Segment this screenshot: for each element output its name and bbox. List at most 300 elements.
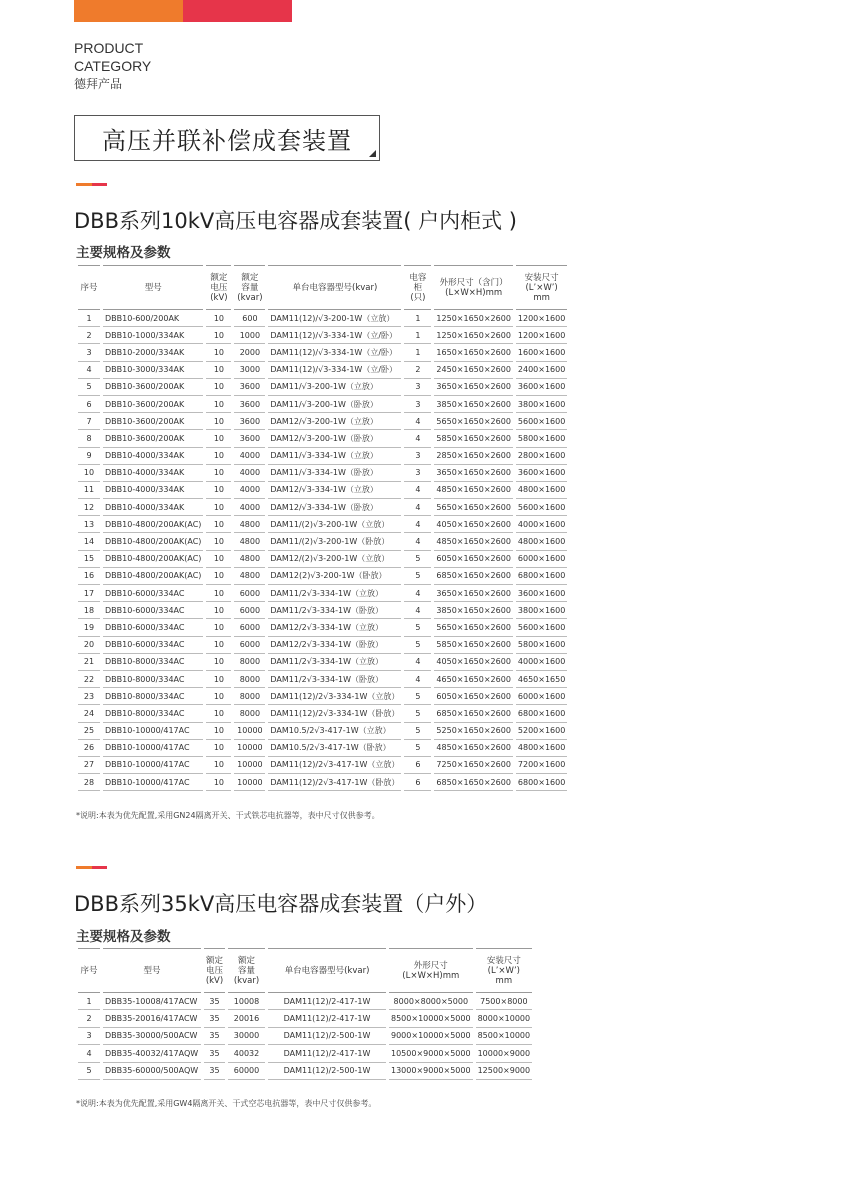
- table-cell: 4800: [234, 568, 265, 585]
- table-cell: 2800×1600: [516, 448, 567, 465]
- table-cell: 5: [404, 551, 431, 568]
- section2-note: *说明:本表为优先配置,采用GW4隔离开关、干式空芯电抗器等，表中尺寸仅供参考。: [76, 1099, 377, 1108]
- table-cell: 3: [404, 465, 431, 482]
- table-row: [78, 774, 567, 791]
- spec-table-35kv: [75, 948, 535, 1080]
- table-cell: 6: [404, 774, 431, 791]
- table-cell: 3: [404, 379, 431, 396]
- table-cell: 8000×8000×5000: [389, 993, 473, 1010]
- table-row: [78, 568, 567, 585]
- table-cell: 4: [78, 362, 100, 379]
- table-cell: 10008: [228, 993, 265, 1010]
- section1-title: DBB系列10kV高压电容器成套装置( 户内柜式 ): [74, 209, 517, 233]
- table-cell: 10: [206, 671, 231, 688]
- table-row: [78, 619, 567, 636]
- table-cell: 3: [404, 448, 431, 465]
- table-cell: 5: [78, 1063, 100, 1080]
- table-cell: 10: [206, 740, 231, 757]
- table-cell: 4: [404, 430, 431, 447]
- table-cell: 10500×9000×5000: [389, 1045, 473, 1062]
- table-cell: 10: [206, 327, 231, 344]
- table-cell: DBB35-20016/417ACW: [103, 1010, 201, 1027]
- table-cell: 3: [404, 396, 431, 413]
- table-cell: DAM11(12)/√3-200-1W（立放）: [268, 310, 401, 327]
- table-row: [78, 344, 567, 361]
- table-row: [78, 757, 567, 774]
- table-cell: DBB10-6000/334AC: [103, 585, 203, 602]
- column-header: 型号: [103, 948, 201, 993]
- table-row: [78, 705, 567, 722]
- table-cell: 10: [206, 396, 231, 413]
- table-cell: 40032: [228, 1045, 265, 1062]
- table-cell: 2: [404, 362, 431, 379]
- table-cell: 1: [404, 344, 431, 361]
- table-cell: 600: [234, 310, 265, 327]
- table-cell: 5: [404, 688, 431, 705]
- table-row: [78, 1028, 532, 1045]
- table-cell: 10: [206, 310, 231, 327]
- table-row: [78, 327, 567, 344]
- table-cell: 4: [78, 1045, 100, 1062]
- table-cell: 5650×1650×2600: [434, 619, 512, 636]
- table-cell: 8500×10000: [476, 1028, 533, 1045]
- category-en: CATEGORY: [74, 58, 152, 74]
- table-cell: 3650×1650×2600: [434, 379, 512, 396]
- table-cell: DBB10-10000/417AC: [103, 740, 203, 757]
- table-cell: DAM11/2√3-334-1W（立放）: [268, 654, 401, 671]
- table-cell: DBB10-8000/334AC: [103, 688, 203, 705]
- table-cell: 5: [404, 705, 431, 722]
- table-cell: 5: [78, 379, 100, 396]
- table-cell: 10: [78, 465, 100, 482]
- table-cell: 35: [204, 1010, 225, 1027]
- table-cell: 10: [206, 654, 231, 671]
- table-cell: 1: [78, 310, 100, 327]
- table-row: [78, 654, 567, 671]
- table-cell: 2000: [234, 344, 265, 361]
- table-cell: 24: [78, 705, 100, 722]
- table-cell: DBB10-3600/200AK: [103, 396, 203, 413]
- table-cell: 5200×1600: [516, 723, 567, 740]
- table-cell: 4850×1650×2600: [434, 482, 512, 499]
- table-cell: DBB10-10000/417AC: [103, 774, 203, 791]
- table-cell: 4: [404, 585, 431, 602]
- table-cell: 3600×1600: [516, 465, 567, 482]
- table-cell: 12500×9000: [476, 1063, 533, 1080]
- table-cell: DBB10-3600/200AK: [103, 379, 203, 396]
- table-cell: 1: [78, 993, 100, 1010]
- table-cell: 5600×1600: [516, 499, 567, 516]
- table-cell: 1200×1600: [516, 327, 567, 344]
- table-cell: DAM11/√3-334-1W（卧放）: [268, 465, 401, 482]
- table-row: [78, 533, 567, 550]
- section1-accent-bar: [76, 183, 107, 186]
- table-cell: 5: [404, 637, 431, 654]
- table-cell: 35: [204, 1028, 225, 1045]
- table-row: [78, 516, 567, 533]
- table-cell: 3600: [234, 379, 265, 396]
- table-cell: 6050×1650×2600: [434, 551, 512, 568]
- table-cell: 4800×1600: [516, 482, 567, 499]
- table-cell: 4000: [234, 448, 265, 465]
- table-row: [78, 740, 567, 757]
- table-cell: 3600: [234, 413, 265, 430]
- table-cell: 6850×1650×2600: [434, 568, 512, 585]
- table-row: [78, 499, 567, 516]
- column-header: 单台电容器型号(kvar): [268, 265, 401, 310]
- table-cell: DBB35-10008/417ACW: [103, 993, 201, 1010]
- column-header: 单台电容器型号(kvar): [268, 948, 386, 993]
- table-cell: 1200×1600: [516, 310, 567, 327]
- table-cell: 3000: [234, 362, 265, 379]
- column-header: 外形尺寸 (L×W×H)mm: [389, 948, 473, 993]
- table-cell: 6000: [234, 637, 265, 654]
- table-cell: 10000: [234, 723, 265, 740]
- table-cell: DAM12/√3-334-1W（卧放）: [268, 499, 401, 516]
- table-cell: 7: [78, 413, 100, 430]
- table-cell: 2450×1650×2600: [434, 362, 512, 379]
- table-cell: DAM12/2√3-334-1W（卧放）: [268, 637, 401, 654]
- table-row: [78, 993, 532, 1010]
- table-cell: 6: [404, 757, 431, 774]
- table-cell: 7200×1600: [516, 757, 567, 774]
- table-cell: 6850×1650×2600: [434, 774, 512, 791]
- table-cell: DAM11(12)/2-500-1W: [268, 1063, 386, 1080]
- table-cell: DAM11(12)/2√3-334-1W（立放）: [268, 688, 401, 705]
- table-cell: 10: [206, 362, 231, 379]
- table-row: [78, 1010, 532, 1027]
- table-cell: 19: [78, 619, 100, 636]
- column-header: 额定 容量 (kvar): [228, 948, 265, 993]
- table-row: [78, 430, 567, 447]
- table-cell: 10: [206, 723, 231, 740]
- table-cell: 6050×1650×2600: [434, 688, 512, 705]
- table-cell: 15: [78, 551, 100, 568]
- table-cell: DBB10-4000/334AK: [103, 499, 203, 516]
- table-cell: DAM12(2)√3-200-1W（卧放）: [268, 568, 401, 585]
- table-cell: DBB10-600/200AK: [103, 310, 203, 327]
- table-cell: DBB10-3000/334AK: [103, 362, 203, 379]
- table-cell: 3850×1650×2600: [434, 602, 512, 619]
- table-cell: 4800: [234, 551, 265, 568]
- table-cell: DBB10-4800/200AK(AC): [103, 533, 203, 550]
- table-cell: 10: [206, 482, 231, 499]
- table-cell: 5800×1600: [516, 637, 567, 654]
- table-cell: 6000: [234, 602, 265, 619]
- table-cell: 8000×10000: [476, 1010, 533, 1027]
- table-cell: DAM12/2√3-334-1W（立放）: [268, 619, 401, 636]
- table-cell: DBB10-4800/200AK(AC): [103, 568, 203, 585]
- table-cell: 35: [204, 1063, 225, 1080]
- column-header: 额定 电压 (kV): [206, 265, 231, 310]
- table-cell: DBB10-6000/334AC: [103, 602, 203, 619]
- table-cell: DAM11(12)/2-417-1W: [268, 1010, 386, 1027]
- table-cell: 3600: [234, 396, 265, 413]
- table-cell: 4: [404, 413, 431, 430]
- spec-table-10kv: [75, 265, 570, 791]
- table-row: [78, 413, 567, 430]
- table-cell: 5850×1650×2600: [434, 430, 512, 447]
- section1-subtitle: 主要规格及参数: [76, 245, 171, 261]
- table-cell: 10: [206, 688, 231, 705]
- table-cell: 10: [206, 465, 231, 482]
- section2-title: DBB系列35kV高压电容器成套装置（户外）: [74, 892, 488, 916]
- table-cell: DBB10-6000/334AC: [103, 619, 203, 636]
- corner-triangle-icon: [369, 150, 376, 157]
- table-cell: 35: [204, 1045, 225, 1062]
- table-cell: 6800×1600: [516, 774, 567, 791]
- table-cell: 4000×1600: [516, 516, 567, 533]
- table-cell: DAM11(12)/2-500-1W: [268, 1028, 386, 1045]
- table-cell: 8000: [234, 688, 265, 705]
- table-row: [78, 688, 567, 705]
- table-header-row: [78, 265, 567, 310]
- table-cell: 3800×1600: [516, 602, 567, 619]
- table-header-row: [78, 948, 532, 993]
- table-cell: DBB10-8000/334AC: [103, 705, 203, 722]
- table-cell: DBB10-4000/334AK: [103, 482, 203, 499]
- table-cell: 10: [206, 619, 231, 636]
- table-cell: DAM12/√3-334-1W（立放）: [268, 482, 401, 499]
- table-cell: 10: [206, 705, 231, 722]
- column-header: 额定 电压 (kV): [204, 948, 225, 993]
- table-cell: 3650×1650×2600: [434, 585, 512, 602]
- table-cell: 4000: [234, 499, 265, 516]
- table-cell: 1650×1650×2600: [434, 344, 512, 361]
- table-cell: DBB10-6000/334AC: [103, 637, 203, 654]
- table-cell: DAM11/√3-334-1W（立放）: [268, 448, 401, 465]
- table-row: [78, 362, 567, 379]
- table-cell: 1250×1650×2600: [434, 310, 512, 327]
- table-cell: 4800: [234, 533, 265, 550]
- table-cell: 26: [78, 740, 100, 757]
- table-cell: DAM11(12)/√3-334-1W（立/卧）: [268, 327, 401, 344]
- table-cell: 7250×1650×2600: [434, 757, 512, 774]
- table-cell: 1: [404, 327, 431, 344]
- table-cell: 9000×10000×5000: [389, 1028, 473, 1045]
- table-cell: 3650×1650×2600: [434, 465, 512, 482]
- product-en: PRODUCT: [74, 40, 144, 56]
- table-cell: 4850×1650×2600: [434, 740, 512, 757]
- table-cell: 8: [78, 430, 100, 447]
- product-category-label: [74, 39, 151, 93]
- table-cell: 1: [404, 310, 431, 327]
- table-cell: DAM11(12)/2√3-417-1W（卧放）: [268, 774, 401, 791]
- table-row: [78, 602, 567, 619]
- column-header: 外形尺寸（含门） (L×W×H)mm: [434, 265, 512, 310]
- table-cell: 3: [78, 1028, 100, 1045]
- table-cell: 10: [206, 379, 231, 396]
- table-cell: 5600×1600: [516, 413, 567, 430]
- table-cell: 5650×1650×2600: [434, 413, 512, 430]
- table-cell: 4: [404, 602, 431, 619]
- table-cell: 5250×1650×2600: [434, 723, 512, 740]
- table-cell: DBB10-10000/417AC: [103, 757, 203, 774]
- table-cell: 1600×1600: [516, 344, 567, 361]
- table-cell: 16: [78, 568, 100, 585]
- table-cell: 4800×1600: [516, 533, 567, 550]
- table-cell: 10000: [234, 757, 265, 774]
- table-cell: 30000: [228, 1028, 265, 1045]
- table-row: [78, 448, 567, 465]
- table-cell: DAM10.5/2√3-417-1W（卧放）: [268, 740, 401, 757]
- table-cell: 6800×1600: [516, 705, 567, 722]
- table-row: [78, 1063, 532, 1080]
- table-cell: 2850×1650×2600: [434, 448, 512, 465]
- table-cell: 4: [404, 516, 431, 533]
- table-cell: 5: [404, 568, 431, 585]
- column-header: 型号: [103, 265, 203, 310]
- table-cell: DAM11/(2)√3-200-1W（立放）: [268, 516, 401, 533]
- table-cell: 8000: [234, 705, 265, 722]
- column-header: 序号: [78, 948, 100, 993]
- table-cell: 3850×1650×2600: [434, 396, 512, 413]
- table-row: [78, 637, 567, 654]
- table-row: [78, 396, 567, 413]
- table-cell: 4: [404, 654, 431, 671]
- table-row: [78, 379, 567, 396]
- section1-note: *说明:本表为优先配置,采用GN24隔离开关、干式铁芯电抗器等，表中尺寸仅供参考。: [76, 811, 380, 820]
- table-cell: 8000: [234, 654, 265, 671]
- table-cell: 4000: [234, 482, 265, 499]
- table-cell: 9: [78, 448, 100, 465]
- table-cell: 4: [404, 533, 431, 550]
- table-cell: 4: [404, 671, 431, 688]
- top-bar-red: [183, 0, 292, 22]
- table-cell: 5800×1600: [516, 430, 567, 447]
- table-cell: 6800×1600: [516, 568, 567, 585]
- table-cell: DBB10-4800/200AK(AC): [103, 551, 203, 568]
- table-cell: DAM11(12)/2-417-1W: [268, 1045, 386, 1062]
- table-cell: 10: [206, 533, 231, 550]
- table-row: [78, 671, 567, 688]
- section-title: 高压并联补偿成套装置: [102, 126, 352, 155]
- table-cell: DBB35-60000/500AQW: [103, 1063, 201, 1080]
- table-cell: 10: [206, 637, 231, 654]
- table-cell: 4050×1650×2600: [434, 654, 512, 671]
- table-cell: DAM12/√3-200-1W（立放）: [268, 413, 401, 430]
- table-cell: 10: [206, 774, 231, 791]
- table-cell: 8000: [234, 671, 265, 688]
- table-cell: 28: [78, 774, 100, 791]
- table-cell: DAM11/√3-200-1W（卧放）: [268, 396, 401, 413]
- table-cell: 10: [206, 413, 231, 430]
- table-cell: DAM11(12)/√3-334-1W（立/卧）: [268, 362, 401, 379]
- table-cell: 23: [78, 688, 100, 705]
- table-cell: DBB35-30000/500ACW: [103, 1028, 201, 1045]
- table-cell: DBB10-3600/200AK: [103, 430, 203, 447]
- table-cell: 10: [206, 344, 231, 361]
- table-row: [78, 465, 567, 482]
- table-cell: 10000: [234, 740, 265, 757]
- table-cell: 5: [404, 619, 431, 636]
- table-cell: DBB35-40032/417AQW: [103, 1045, 201, 1062]
- table-cell: DBB10-4800/200AK(AC): [103, 516, 203, 533]
- table-cell: DAM11(12)/2√3-417-1W（立放）: [268, 757, 401, 774]
- table-row: [78, 723, 567, 740]
- table-row: [78, 1045, 532, 1062]
- table-cell: 3600×1600: [516, 379, 567, 396]
- table-cell: 60000: [228, 1063, 265, 1080]
- table-cell: 5: [404, 740, 431, 757]
- table-cell: DAM11(12)/2-417-1W: [268, 993, 386, 1010]
- table-cell: 11: [78, 482, 100, 499]
- top-bar-orange: [74, 0, 183, 22]
- table-cell: DAM11/√3-200-1W（立放）: [268, 379, 401, 396]
- table-cell: DAM11/2√3-334-1W（立放）: [268, 585, 401, 602]
- column-header: 安装尺寸 (L’×W’) mm: [476, 948, 533, 993]
- table-cell: DAM11/(2)√3-200-1W（卧放）: [268, 533, 401, 550]
- table-cell: 4800×1600: [516, 740, 567, 757]
- column-header: 额定 容量 (kvar): [234, 265, 265, 310]
- table-cell: 21: [78, 654, 100, 671]
- table-cell: 4: [404, 499, 431, 516]
- table-cell: DAM11/2√3-334-1W（卧放）: [268, 602, 401, 619]
- table-cell: 7500×8000: [476, 993, 533, 1010]
- table-cell: 5850×1650×2600: [434, 637, 512, 654]
- table-cell: 4850×1650×2600: [434, 533, 512, 550]
- table-cell: 25: [78, 723, 100, 740]
- table-cell: 10000×9000: [476, 1045, 533, 1062]
- table-row: [78, 310, 567, 327]
- section-title-box: [74, 115, 380, 161]
- column-header: 电容柜 (只): [404, 265, 431, 310]
- table-cell: 2400×1600: [516, 362, 567, 379]
- table-cell: 5650×1650×2600: [434, 499, 512, 516]
- table-cell: 8500×10000×5000: [389, 1010, 473, 1027]
- table-cell: 10: [206, 757, 231, 774]
- table-cell: 5600×1600: [516, 619, 567, 636]
- table-cell: 20: [78, 637, 100, 654]
- table-cell: DAM10.5/2√3-417-1W（立放）: [268, 723, 401, 740]
- table-cell: 10: [206, 516, 231, 533]
- table-cell: DAM12/√3-200-1W（卧放）: [268, 430, 401, 447]
- table-cell: DAM11(12)/√3-334-1W（立/卧）: [268, 344, 401, 361]
- table-cell: 10: [206, 585, 231, 602]
- table-cell: 2: [78, 1010, 100, 1027]
- table-cell: 3800×1600: [516, 396, 567, 413]
- table-cell: 10: [206, 568, 231, 585]
- table-cell: 4000: [234, 465, 265, 482]
- table-cell: DAM11/2√3-334-1W（卧放）: [268, 671, 401, 688]
- table-cell: 3600: [234, 430, 265, 447]
- company-cn: 德拜产品: [74, 77, 123, 91]
- table-cell: 18: [78, 602, 100, 619]
- table-cell: DBB10-1000/334AK: [103, 327, 203, 344]
- table-cell: 14: [78, 533, 100, 550]
- table-cell: 6000: [234, 619, 265, 636]
- table-cell: DBB10-10000/417AC: [103, 723, 203, 740]
- table-cell: 35: [204, 993, 225, 1010]
- table-cell: 5: [404, 723, 431, 740]
- section2-accent-bar: [76, 866, 107, 869]
- table-cell: DAM11(12)/2√3-334-1W（卧放）: [268, 705, 401, 722]
- table-cell: 6: [78, 396, 100, 413]
- table-cell: 17: [78, 585, 100, 602]
- table-cell: 27: [78, 757, 100, 774]
- table-cell: 10: [206, 448, 231, 465]
- table-cell: DBB10-8000/334AC: [103, 671, 203, 688]
- table-row: [78, 482, 567, 499]
- table-cell: DAM12/(2)√3-200-1W（立放）: [268, 551, 401, 568]
- table-cell: 13: [78, 516, 100, 533]
- table-cell: 1000: [234, 327, 265, 344]
- section2-subtitle: 主要规格及参数: [76, 929, 171, 945]
- table-cell: 1250×1650×2600: [434, 327, 512, 344]
- table-cell: 3: [78, 344, 100, 361]
- table-cell: 6850×1650×2600: [434, 705, 512, 722]
- table-cell: DBB10-8000/334AC: [103, 654, 203, 671]
